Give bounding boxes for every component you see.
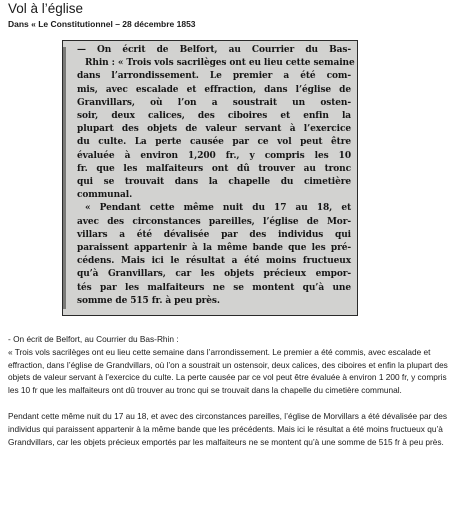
clipping-line: dans l’arrondissement. Le premier a été com-	[77, 71, 351, 82]
clipping-line: « Pendant cette même nuit du 17 au 18, et	[85, 203, 351, 214]
transcription-paragraph-1: « Trois vols sacrilèges ont eu lieu cette semaine dans l’arrondissement. Le premier a été commis, avec escalade et effraction, dans l’église de Grandvillars, où l’on a soustrait un ostensoir, deux calices, des ciboires et enfin la plupart des objets de valeur servant à l’exercice du culte. La perte causée par ce vol peut être évaluée à environ 1 200 fr, y compris les 10 fr que les malfaiteurs ont dû trouver au tronc qui se trouvait dans la chapelle du cimetière communal.	[8, 346, 448, 396]
page-title: Vol à l’église	[8, 1, 84, 16]
clipping-line: soir, deux calices, des ciboires et enfin la	[77, 111, 351, 122]
clipping-line: qu’à Granvillars, car les objets précieux empor-	[77, 269, 351, 280]
transcription	[8, 333, 448, 448]
paragraph-gap	[8, 397, 448, 410]
newspaper-clipping-image	[62, 40, 358, 316]
clipping-line: villars a été dévalisée par des individus qui	[77, 229, 351, 240]
clipping-line: fr. que les malfaiteurs ont dû trouver au tronc	[77, 163, 351, 174]
clipping-line: — On écrit de Belfort, au Courrier du Bas-	[77, 45, 351, 55]
transcription-intro: - On écrit de Belfort, au Courrier du Bas-Rhin :	[8, 334, 179, 344]
clipping-line: avec des circonstances pareilles, l’église de Mor-	[77, 216, 351, 227]
clipping-text	[77, 44, 355, 308]
clipping-line: somme de 515 fr. à peu près.	[77, 295, 220, 306]
clipping-line: mis, avec escalade et effraction, dans l’église de	[77, 84, 351, 95]
clipping-line: Rhin : « Trois vols sacrilèges ont eu lieu cette semaine	[85, 58, 355, 69]
clipping-line: Granvillars, où l’on a soustrait un osten-	[77, 97, 351, 108]
clipping-line: cédens. Mais ici le résultat a été moins fructueux	[77, 256, 351, 267]
clipping-line: du culte. La perte causée par ce vol peut être	[77, 137, 351, 148]
clipping-line: tés par les malfaiteurs ne se montent qu’à une	[77, 282, 351, 293]
clipping-line: évaluée à environ 1,200 fr., y compris les 10	[77, 150, 351, 161]
page-subtitle: Dans « Le Constitutionnel – 28 décembre 1853	[8, 19, 196, 29]
clipping-line: communal.	[77, 190, 133, 201]
clipping-line: paraissent appartenir à la même bande que les pré-	[77, 243, 351, 254]
clipping-line: qui se trouvait dans la chapelle du cimetière	[77, 177, 351, 188]
transcription-paragraph-2: Pendant cette même nuit du 17 au 18, et avec des circonstances pareilles, l’église de Morvillars a été dévalisée par des individus qui paraissent appartenir à la même bande que les précédents. Mais ici le résultat a été moins fructueux qu’à Grandvillars, car les objets précieux emportés par les malfaiteurs ne se montent qu’à une somme de 515 fr à peu près.	[8, 410, 448, 447]
clipping-line: plupart des objets de valeur servant à l’exercice	[77, 124, 351, 135]
column-divider	[63, 47, 66, 309]
